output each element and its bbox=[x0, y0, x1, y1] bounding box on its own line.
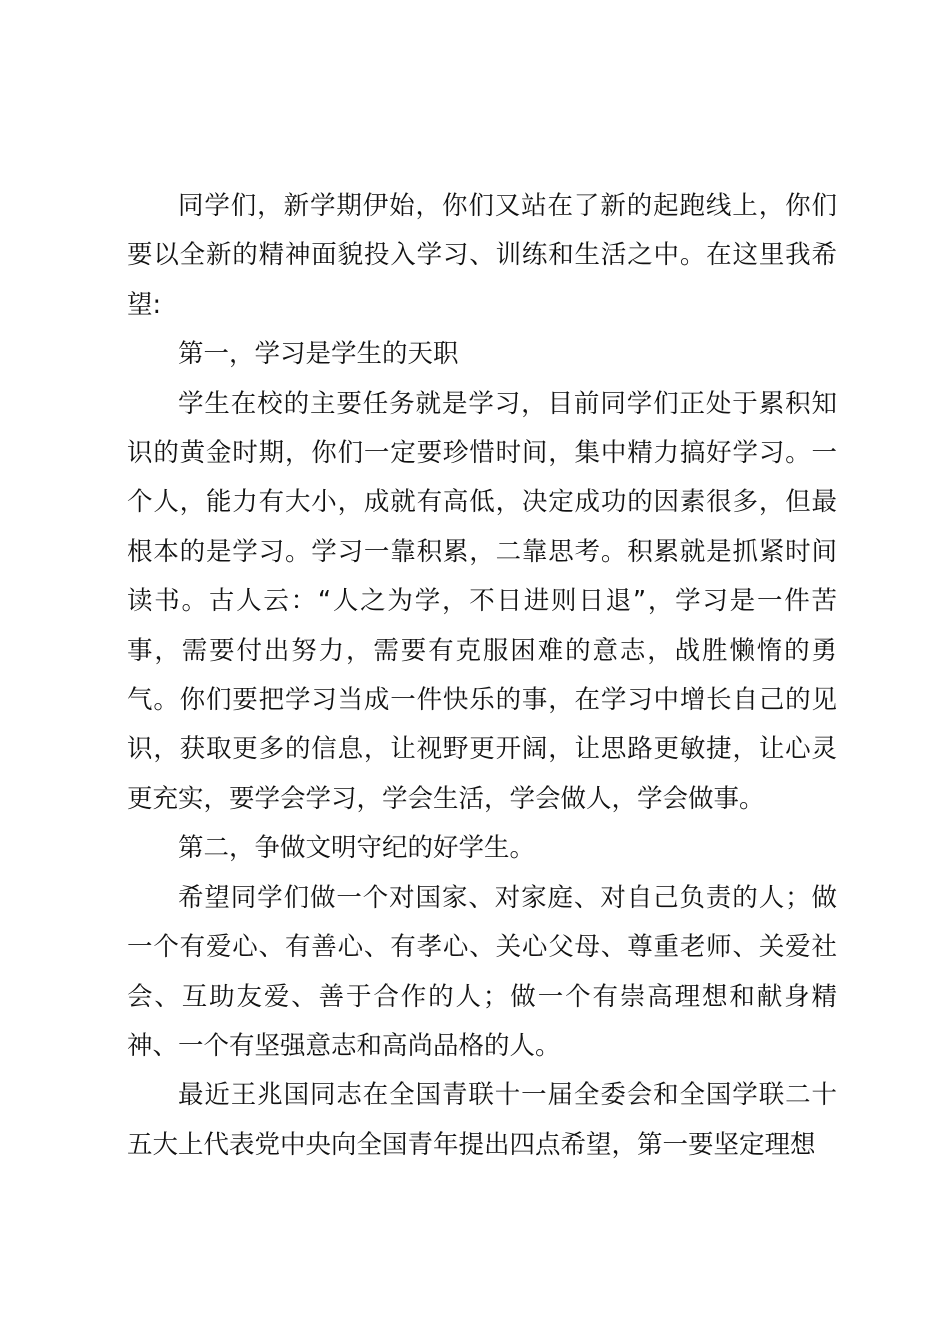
paragraph-conduct: 希望同学们做一个对国家、对家庭、对自己负责的人；做一个有爱心、有善心、有孝心、关心父母、尊重老师、关爱社会、互助友爱、善于合作的人；做一个有崇高理想和献身精神、一个有坚强意志和高尚品格的人。 bbox=[127, 882, 837, 1061]
heading-second-point: 第二，争做文明守纪的好学生。 bbox=[178, 833, 536, 864]
paragraph-recent: 最近王兆国同志在全国青联十一届全委会和全国学联二十五大上代表党中央向全国青年提出四点希望，第一要坚定理想 bbox=[127, 1080, 837, 1160]
heading-first-point: 第一，学习是学生的天职 bbox=[178, 339, 459, 370]
paragraph-intro: 同学们，新学期伊始，你们又站在了新的起跑线上，你们要以全新的精神面貌投入学习、训练和生活之中。在这里我希望: bbox=[127, 191, 837, 320]
paragraph-study: 学生在校的主要任务就是学习，目前同学们正处于累积知识的黄金时期，你们一定要珍惜时间，集中精力搞好学习。一个人，能力有大小，成就有高低，决定成功的因素很多，但最根本的是学习。学习一靠积累，二靠思考。积累就是抓紧时间读书。古人云：“人之为学，不日进则日退”，学习是一件苦事，需要付出努力，需要有克服困难的意志，战胜懒惰的勇气。你们要把学习当成一件快乐的事，在学习中增长自己的见识，获取更多的信息，让视野更开阔，让思路更敏捷，让心灵更充实，要学会学习，学会生活，学会做人，学会做事。 bbox=[127, 388, 837, 814]
document-body bbox=[127, 182, 837, 1170]
